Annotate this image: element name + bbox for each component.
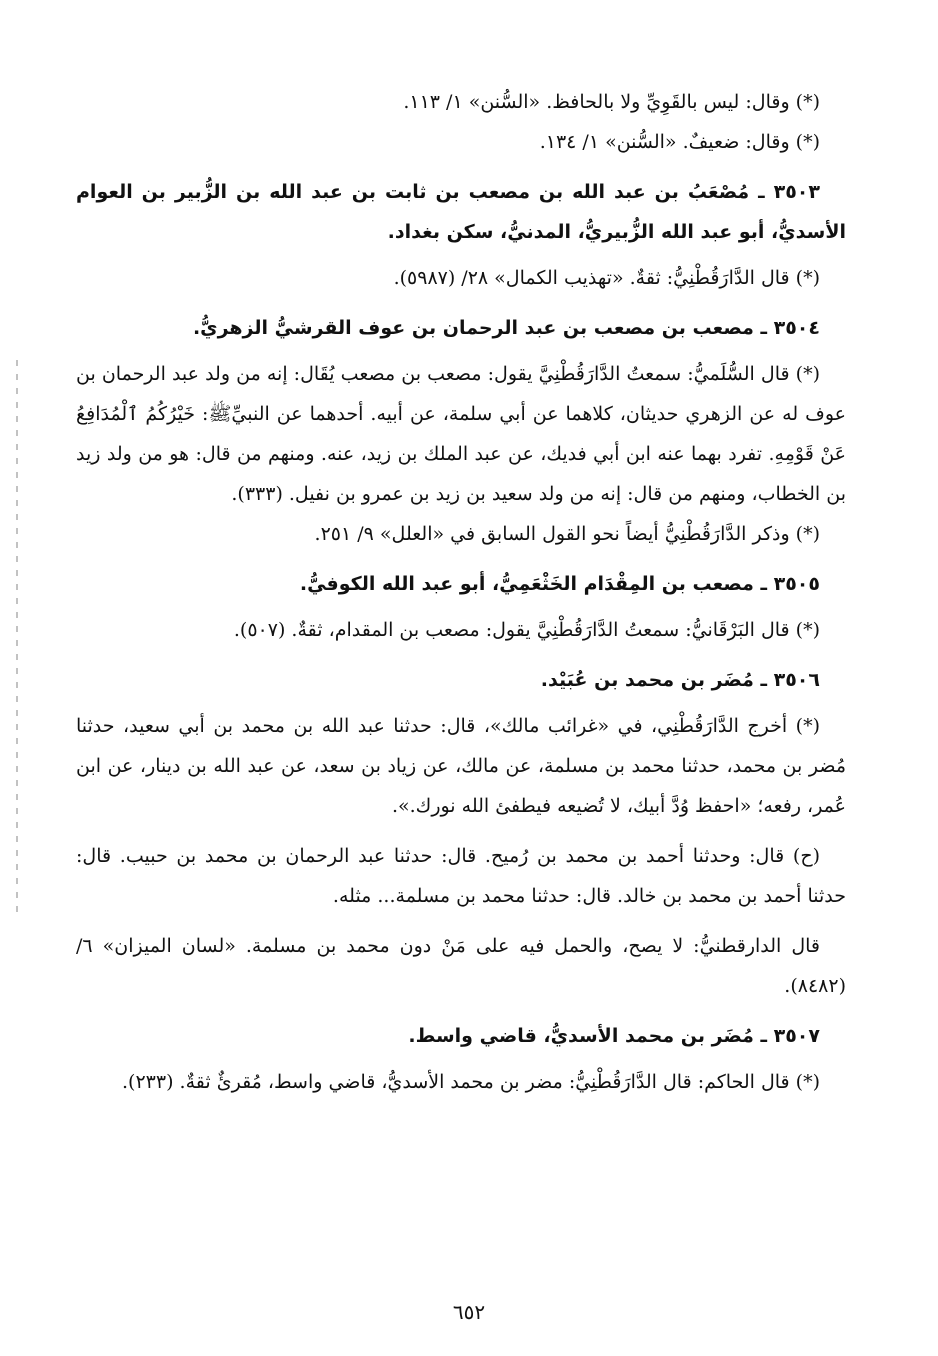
paragraph: (*) قال الدَّارَقُطْنِيُّ: ثقةٌ. «تهذيب الكمال» ٢٨/ (٥٩٨٧).	[393, 267, 820, 289]
paragraph: (*) وقال: ليس بالقَوِيِّ ولا بالحافظ. «السُّنن» ١/ ١١٣.	[403, 91, 820, 113]
paragraph: (*) وقال: ضعيفٌ. «السُّنن» ١/ ١٣٤.	[539, 131, 820, 153]
page-number: ٦٥٢	[452, 1300, 486, 1324]
paragraph: (*) وذكر الدَّارَقُطْنِيُّ أيضاً نحو القول السابق في «العلل» ٩/ ٢٥١.	[314, 523, 820, 545]
page-content	[76, 82, 846, 1102]
paragraph: (ح) قال: وحدثنا أحمد بن محمد بن رُميح. قال: حدثنا عبد الرحمان بن محمد بن حبيب. قال: حدثنا أحمد بن محمد بن خالد. قال: حدثنا محمد بن مسلمة... مثله.	[76, 845, 846, 907]
paragraph: (*) قال السُّلَميُّ: سمعتُ الدَّارَقُطْنِيَّ يقول: مصعب بن مصعب يُقَال: إنه من ولد عبد الرحمان بن عوف له عن الزهري حديثان، كلاهما عن أبي سلمة، عن أبيه. أحدهما عن النبيِّﷺ: خَيْرُكُمُ ٱلْمُدَافِعُ عَنْ قَوْمِهِ. تفرد بهما عنه ابن أبي فديك، عن عبد الملك بن زيد، عنه. ومنهم من قال: هو من ولد زيد بن الخطاب، ومنهم من قال: إنه من ولد سعيد بن زيد بن عمرو بن نفيل. (٣٣٣).	[76, 363, 846, 505]
paragraph: (*) أخرج الدَّارَقُطْنِي، في «غرائب مالك»، قال: حدثنا عبد الله بن محمد بن أبي سعيد، حدثنا مُضر بن محمد، حدثنا محمد بن مسلمة، عن مالك، عن زياد بن سعد، عن عبد الله بن دينار، عن ابن عُمر، رفعه؛ «احفظ وُدَّ أبيك، لا تُضيعه فيطفئ الله نورك.».	[76, 715, 846, 817]
page-edge-shadow	[16, 360, 18, 920]
entry-heading-3504: ٣٥٠٤ ـ مصعب بن مصعب بن عبد الرحمان بن عوف القرشيُّ الزهريُّ.	[192, 317, 820, 339]
paragraph: (*) قال البَرْقَانيُّ: سمعتُ الدَّارَقُطْنِيَّ يقول: مصعب بن المقدام، ثقةٌ. (٥٠٧).	[233, 619, 820, 641]
entry-heading-3506: ٣٥٠٦ ـ مُضَر بن محمد بن عُبَيْد.	[540, 669, 820, 691]
paragraph: (*) قال الحاكم: قال الدَّارَقُطْنِيُّ: مضر بن محمد الأسديُّ، قاضي واسط، مُقرئٌ ثقةٌ. (٢٣٣).	[122, 1071, 820, 1093]
entry-heading-3503: ٣٥٠٣ ـ مُصْعَبُ بن عبد الله بن مصعب بن ثابت بن عبد الله بن الزُّبير بن العوام الأسديُّ، أبو عبد الله الزُّبيريُّ، المدنيُّ، سكن بغداد.	[76, 181, 846, 243]
paragraph: قال الدارقطنيُّ: لا يصح، والحمل فيه على مَنْ دون محمد بن مسلمة. «لسان الميزان» ٦/ (٨٤٨٢).	[76, 935, 846, 997]
entry-heading-3505: ٣٥٠٥ ـ مصعب بن المِقْدَام الخَثْعَمِيُّ، أبو عبد الله الكوفيُّ.	[299, 573, 820, 595]
entry-heading-3507: ٣٥٠٧ ـ مُضَر بن محمد الأسديُّ، قاضي واسط.	[408, 1025, 820, 1047]
